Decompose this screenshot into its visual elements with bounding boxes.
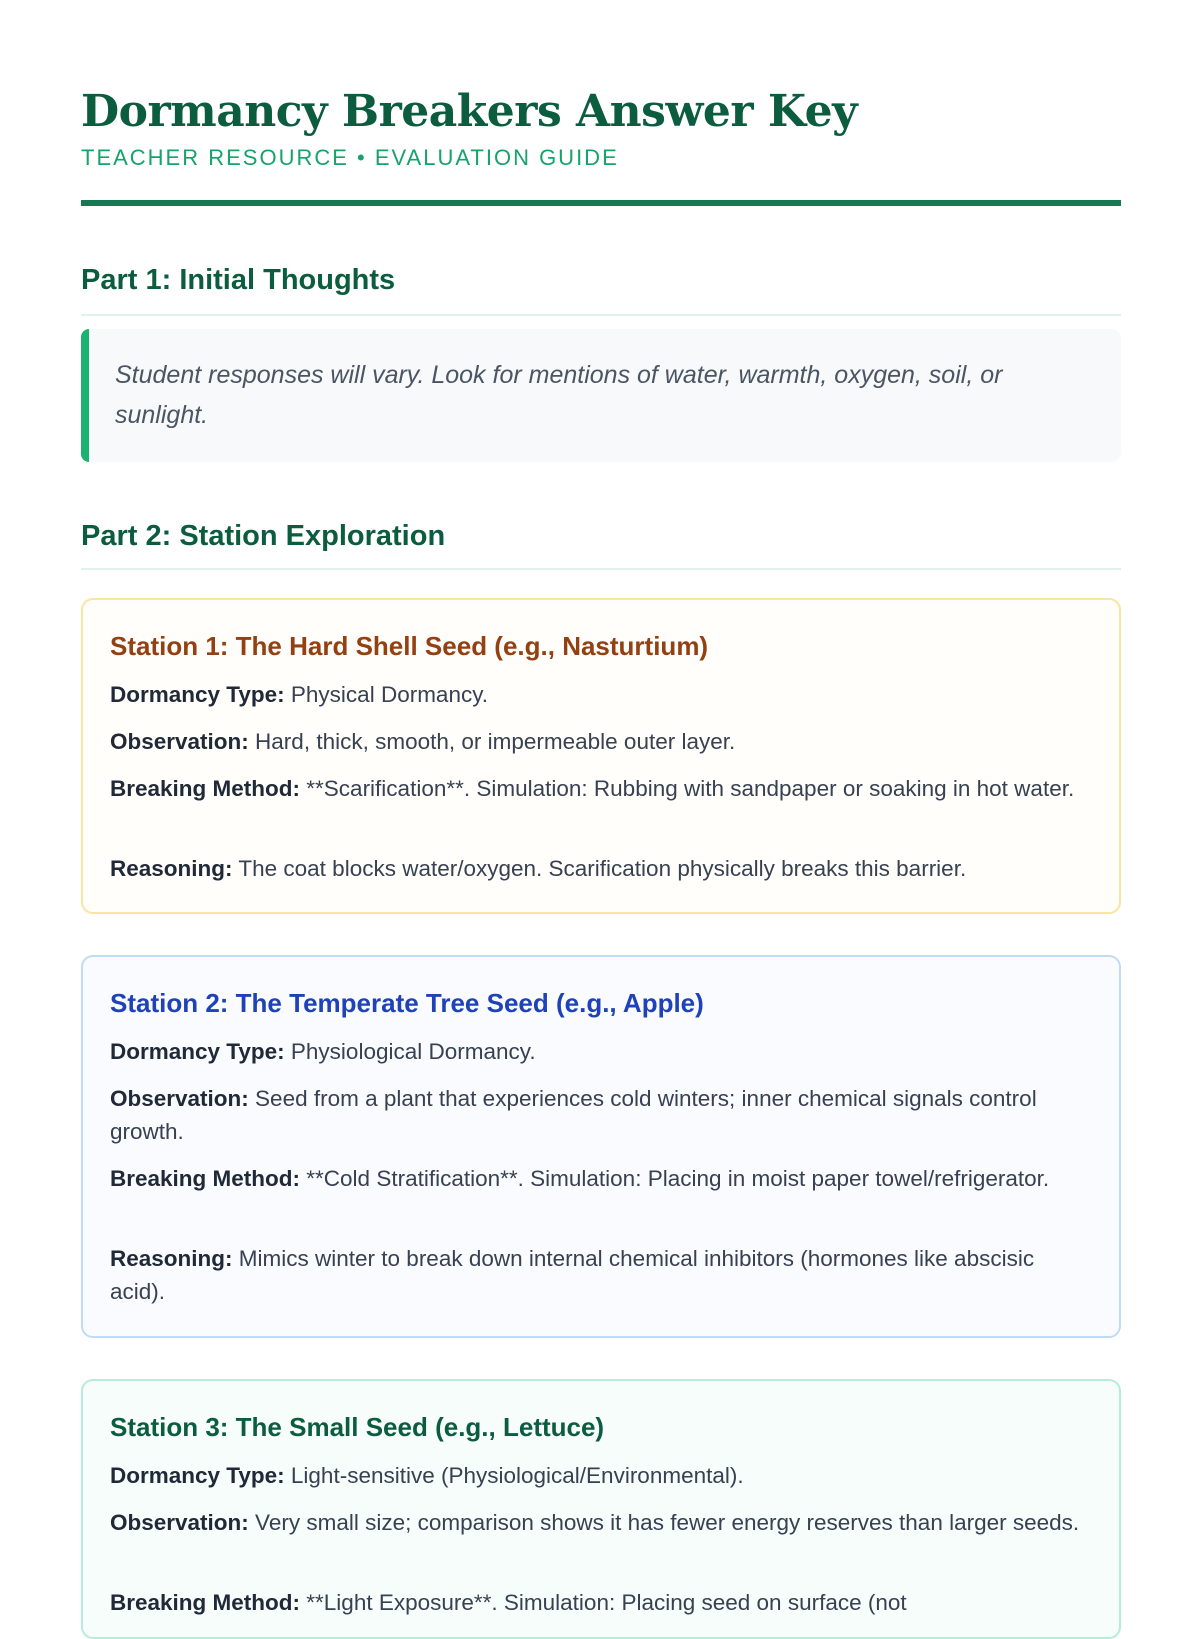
field-label: Observation: [110, 1510, 249, 1535]
field-value: Very small size; comparison shows it has fewer energy reserves than larger seeds. [255, 1510, 1080, 1535]
field-label: Reasoning: [110, 856, 233, 881]
field-label: Observation: [110, 1086, 249, 1111]
field-value: **Light Exposure**. Simulation: Placing seed on surface (not [306, 1590, 907, 1615]
document-subtitle: TEACHER RESOURCE • EVALUATION GUIDE [81, 145, 619, 170]
field-value: Seed from a plant that experiences cold winters; inner chemical signals control growth. [110, 1086, 1037, 1144]
field-value: **Scarification**. Simulation: Rubbing with sandpaper or soaking in hot water. [306, 776, 1075, 801]
field-label: Dormancy Type: [110, 1039, 285, 1064]
field-value: Mimics winter to break down internal chemical inhibitors (hormones like abscisic acid). [110, 1246, 1035, 1304]
field-dormancy-type [110, 1459, 1085, 1492]
field-breaking-method [110, 1586, 1085, 1619]
field-value: The coat blocks water/oxygen. Scarification physically breaks this barrier. [238, 856, 967, 881]
field-value: Light-sensitive (Physiological/Environmental). [290, 1463, 744, 1488]
station-card-2 [81, 955, 1121, 1338]
field-reasoning [110, 852, 1085, 885]
field-value: Hard, thick, smooth, or impermeable outer layer. [255, 729, 736, 754]
field-value: Physiological Dormancy. [290, 1039, 536, 1064]
field-breaking-method [110, 1162, 1085, 1195]
part1-note-text: Student responses will vary. Look for mentions of water, warmth, oxygen, soil, or sunlight. [115, 361, 1003, 429]
field-label: Dormancy Type: [110, 682, 285, 707]
field-label: Observation: [110, 729, 249, 754]
field-label: Reasoning: [110, 1246, 233, 1271]
station-card-1 [81, 598, 1121, 914]
field-label: Breaking Method: [110, 1166, 301, 1191]
station-title: Station 2: The Temperate Tree Seed (e.g., Apple) [110, 988, 704, 1018]
station-card-3 [81, 1379, 1121, 1639]
field-dormancy-type [110, 1035, 1085, 1068]
callout-accent-bar [81, 329, 89, 462]
field-dormancy-type [110, 678, 1085, 711]
document-title: Dormancy Breakers Answer Key [81, 86, 858, 137]
part1-note-callout [81, 329, 1121, 462]
station-title: Station 3: The Small Seed (e.g., Lettuce) [110, 1412, 605, 1442]
station-title: Station 1: The Hard Shell Seed (e.g., Nasturtium) [110, 631, 709, 661]
field-label: Breaking Method: [110, 1590, 301, 1615]
field-observation [110, 1082, 1085, 1148]
field-label: Dormancy Type: [110, 1463, 285, 1488]
part1-divider [81, 314, 1121, 316]
part1-heading: Part 1: Initial Thoughts [81, 264, 396, 296]
field-reasoning [110, 1242, 1085, 1308]
part2-divider [81, 568, 1121, 570]
field-label: Breaking Method: [110, 776, 301, 801]
field-value: **Cold Stratification**. Simulation: Placing in moist paper towel/refrigerator. [306, 1166, 1050, 1191]
title-divider [81, 200, 1121, 206]
field-observation [110, 725, 1085, 758]
part2-heading: Part 2: Station Exploration [81, 520, 446, 552]
field-breaking-method [110, 772, 1085, 805]
field-value: Physical Dormancy. [290, 682, 489, 707]
field-observation [110, 1506, 1085, 1539]
